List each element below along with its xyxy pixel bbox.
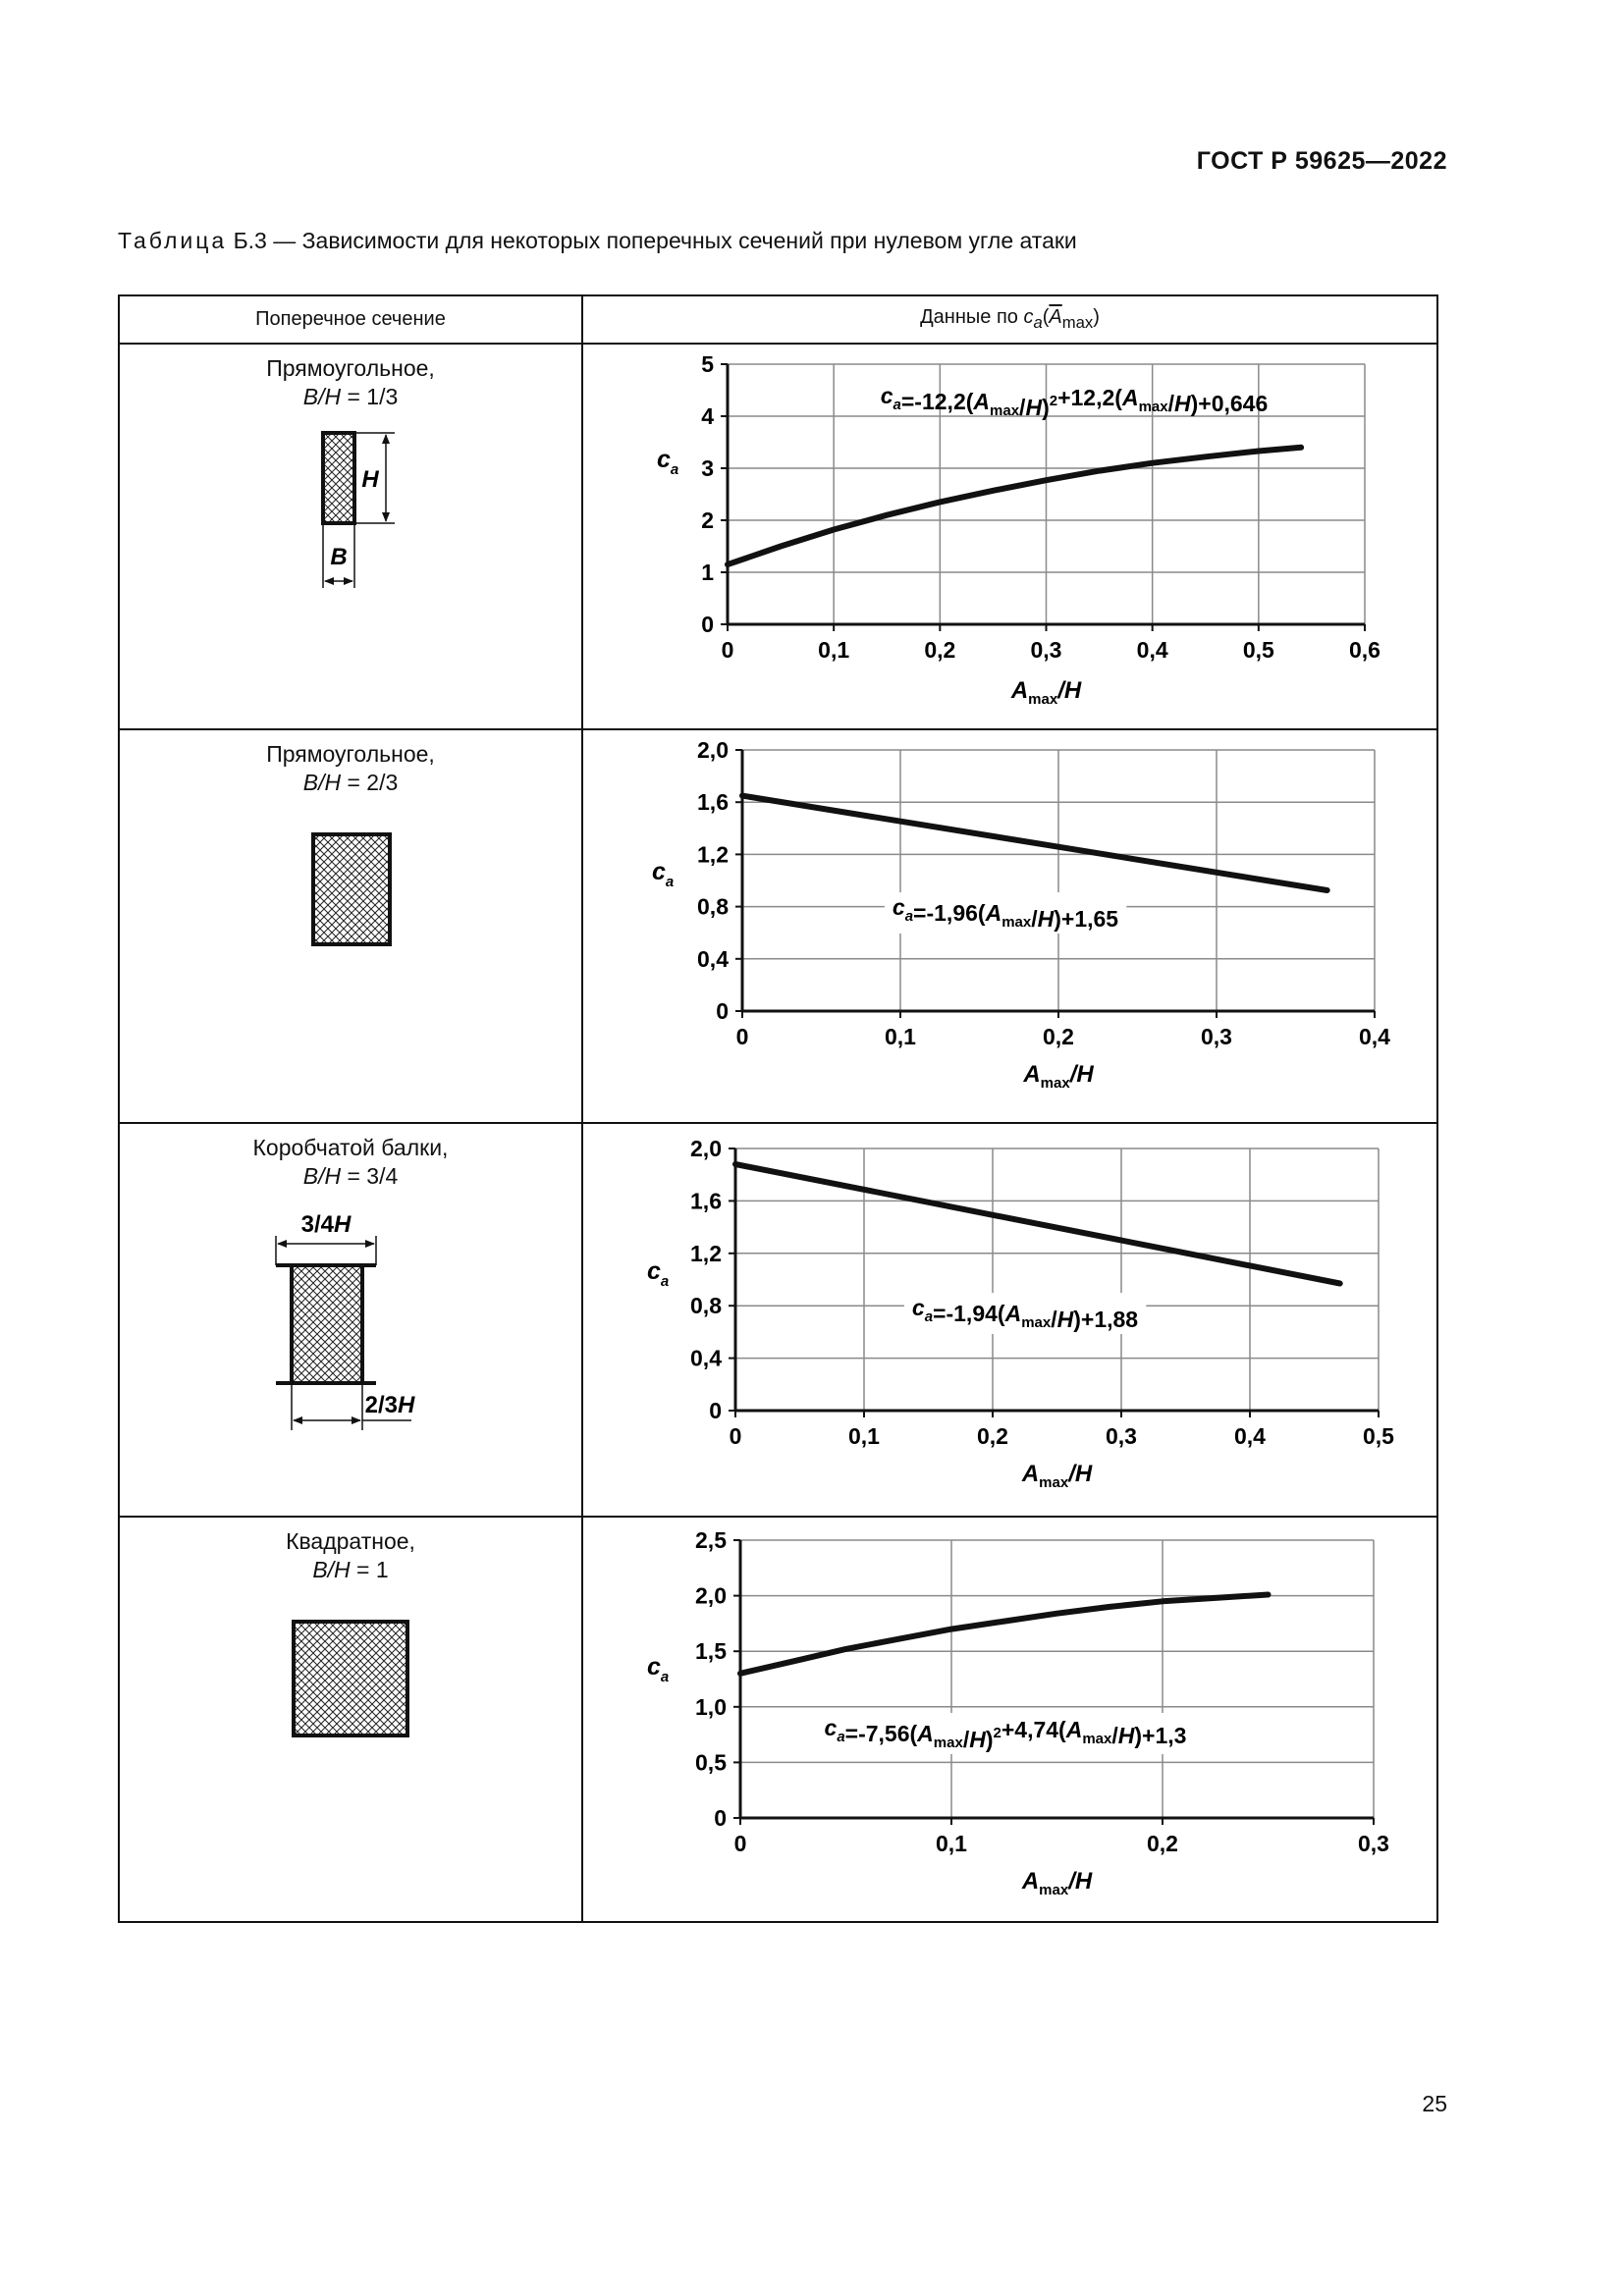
table-row <box>119 729 1437 1123</box>
col-header-sub: a <box>1033 313 1043 332</box>
caption-label: Таблица <box>118 228 228 253</box>
y-tick-label: 0,4 <box>690 1345 722 1371</box>
y-tick-label: 0 <box>716 998 729 1024</box>
chart-cell <box>582 729 1437 1123</box>
y-tick-label: 0,5 <box>695 1749 727 1776</box>
y-tick-label: 2,0 <box>690 1136 722 1161</box>
section-drawing-box-beam <box>243 1197 459 1442</box>
y-tick-label: 0 <box>714 1805 727 1831</box>
chart-1 <box>583 345 1441 728</box>
section-cell <box>119 729 582 1123</box>
x-tick-label: 0,3 <box>1106 1423 1137 1449</box>
chart-2 <box>583 730 1441 1122</box>
section-ratio: B/H = 3/4 <box>302 1163 399 1189</box>
table-row <box>119 344 1437 729</box>
x-tick-label: 0 <box>729 1423 742 1449</box>
section-name: Квадратное, <box>286 1528 415 1554</box>
x-tick-label: 0,4 <box>1136 637 1168 663</box>
section-ratio: B/H = 1/3 <box>302 384 399 409</box>
caption-text: — Зависимости для некоторых поперечных сечений при нулевом угле атаки <box>273 228 1077 253</box>
y-tick-label: 2,0 <box>695 1582 727 1609</box>
col-header-data-prefix: Данные по <box>920 306 1024 328</box>
y-tick-label: 0,8 <box>697 893 729 920</box>
x-tick-label: 0 <box>735 1024 749 1049</box>
section-drawing-square <box>282 1614 419 1751</box>
section-cell <box>119 1123 582 1517</box>
y-tick-label: 1,2 <box>697 841 729 868</box>
page-number: 25 <box>1422 2091 1447 2116</box>
section-cell <box>119 344 582 729</box>
section-drawing-rect-2-3 <box>297 827 405 954</box>
x-tick-label: 0 <box>721 637 734 663</box>
table-row <box>119 1517 1437 1922</box>
y-tick-label: 5 <box>701 351 714 377</box>
chart-3 <box>583 1124 1441 1516</box>
col-header-argsub: max <box>1061 313 1094 332</box>
caption-number: Б.3 <box>233 228 267 253</box>
x-tick-label: 0,1 <box>848 1423 880 1449</box>
x-tick-label: 0 <box>733 1831 747 1856</box>
chart-cell <box>582 344 1437 729</box>
x-tick-label: 0,1 <box>818 637 850 663</box>
dim-bottom-label: 2/3H <box>364 1392 415 1418</box>
y-tick-label: 4 <box>701 403 714 429</box>
y-tick-label: 0,8 <box>690 1293 722 1319</box>
y-tick-label: 0,4 <box>697 945 729 972</box>
y-tick-label: 0 <box>701 612 714 637</box>
dim-top-label: 3/4H <box>300 1211 352 1238</box>
y-tick-label: 1,6 <box>697 789 729 816</box>
col-header-data: Данные по $c_a(\overline{A}_{max})$ <box>582 295 1437 344</box>
section-drawing-rect-1-3 <box>277 425 424 612</box>
chart-4 <box>583 1518 1441 1921</box>
y-axis-label: $c_a$ <box>647 1257 670 1290</box>
series-line <box>728 448 1301 564</box>
y-tick-label: 1 <box>701 560 714 585</box>
x-tick-label: 0,1 <box>885 1024 916 1049</box>
x-axis-label: $A_{max}/H$ <box>1023 1061 1094 1092</box>
col-header-var: c <box>1023 306 1034 328</box>
y-tick-label: 3 <box>701 455 714 481</box>
x-tick-label: 0,2 <box>977 1423 1008 1449</box>
table-row <box>119 1123 1437 1517</box>
dim-b-label: B <box>330 544 348 570</box>
chart-cell <box>582 1517 1437 1922</box>
x-tick-label: 0,5 <box>1363 1423 1394 1449</box>
x-tick-label: 0,3 <box>1201 1024 1232 1049</box>
equation-label: $c_a=-7,56(A_{max}/H)^2+4,74(A_{max}/H)+1,3$ <box>824 1715 1187 1752</box>
equation-label: $c_a=-1,96(A_{max}/H)+1,65$ <box>892 894 1119 932</box>
y-tick-label: 0 <box>709 1398 722 1423</box>
y-tick-label: 2,5 <box>695 1527 727 1553</box>
y-tick-label: 2 <box>701 507 714 533</box>
col-header-arg: $\overline{A}$ <box>1049 306 1062 328</box>
col-header-section: Поперечное сечение <box>119 295 582 344</box>
document-code: ГОСТ Р 59625—2022 <box>1196 147 1447 175</box>
y-tick-label: 1,2 <box>690 1240 722 1266</box>
series-line <box>742 796 1327 890</box>
table-caption <box>118 228 1077 254</box>
y-tick-label: 2,0 <box>697 737 729 763</box>
section-name: Прямоугольное, <box>266 741 435 767</box>
y-axis-label: $c_a$ <box>657 446 679 478</box>
section-name: Коробчатой балки, <box>252 1135 449 1160</box>
x-tick-label: 0,3 <box>1030 637 1062 663</box>
x-tick-label: 0,6 <box>1349 637 1380 663</box>
x-tick-label: 0,1 <box>936 1831 967 1856</box>
series-line <box>740 1595 1269 1674</box>
x-tick-label: 0,4 <box>1359 1024 1390 1049</box>
chart-cell <box>582 1123 1437 1517</box>
section-cell <box>119 1517 582 1922</box>
section-ratio: B/H = 1 <box>312 1557 389 1582</box>
equation-label: $c_a=-12,2(A_{max}/H)^2+12,2(A_{max}/H)+0,646$ <box>880 383 1269 420</box>
y-axis-label: $c_a$ <box>652 858 675 890</box>
y-tick-label: 1,6 <box>690 1188 722 1214</box>
dim-h-label: H <box>361 466 379 493</box>
section-name: Прямоугольное, <box>266 355 435 381</box>
y-axis-label: $c_a$ <box>647 1653 670 1685</box>
x-tick-label: 0,5 <box>1242 637 1274 663</box>
equation-label: $c_a=-1,94(A_{max}/H)+1,88$ <box>911 1295 1139 1332</box>
x-tick-label: 0,3 <box>1358 1831 1389 1856</box>
cross-section-table <box>118 294 1438 1923</box>
x-tick-label: 0,2 <box>1147 1831 1178 1856</box>
x-axis-label: $A_{max}/H$ <box>1021 1461 1093 1491</box>
x-tick-label: 0,4 <box>1234 1423 1266 1449</box>
x-tick-label: 0,2 <box>924 637 956 663</box>
y-tick-label: 1,5 <box>695 1638 727 1665</box>
y-tick-label: 1,0 <box>695 1693 727 1720</box>
section-ratio: B/H = 2/3 <box>302 770 399 795</box>
x-axis-label: $A_{max}/H$ <box>1010 677 1082 708</box>
x-axis-label: $A_{max}/H$ <box>1021 1868 1093 1898</box>
x-tick-label: 0,2 <box>1043 1024 1074 1049</box>
